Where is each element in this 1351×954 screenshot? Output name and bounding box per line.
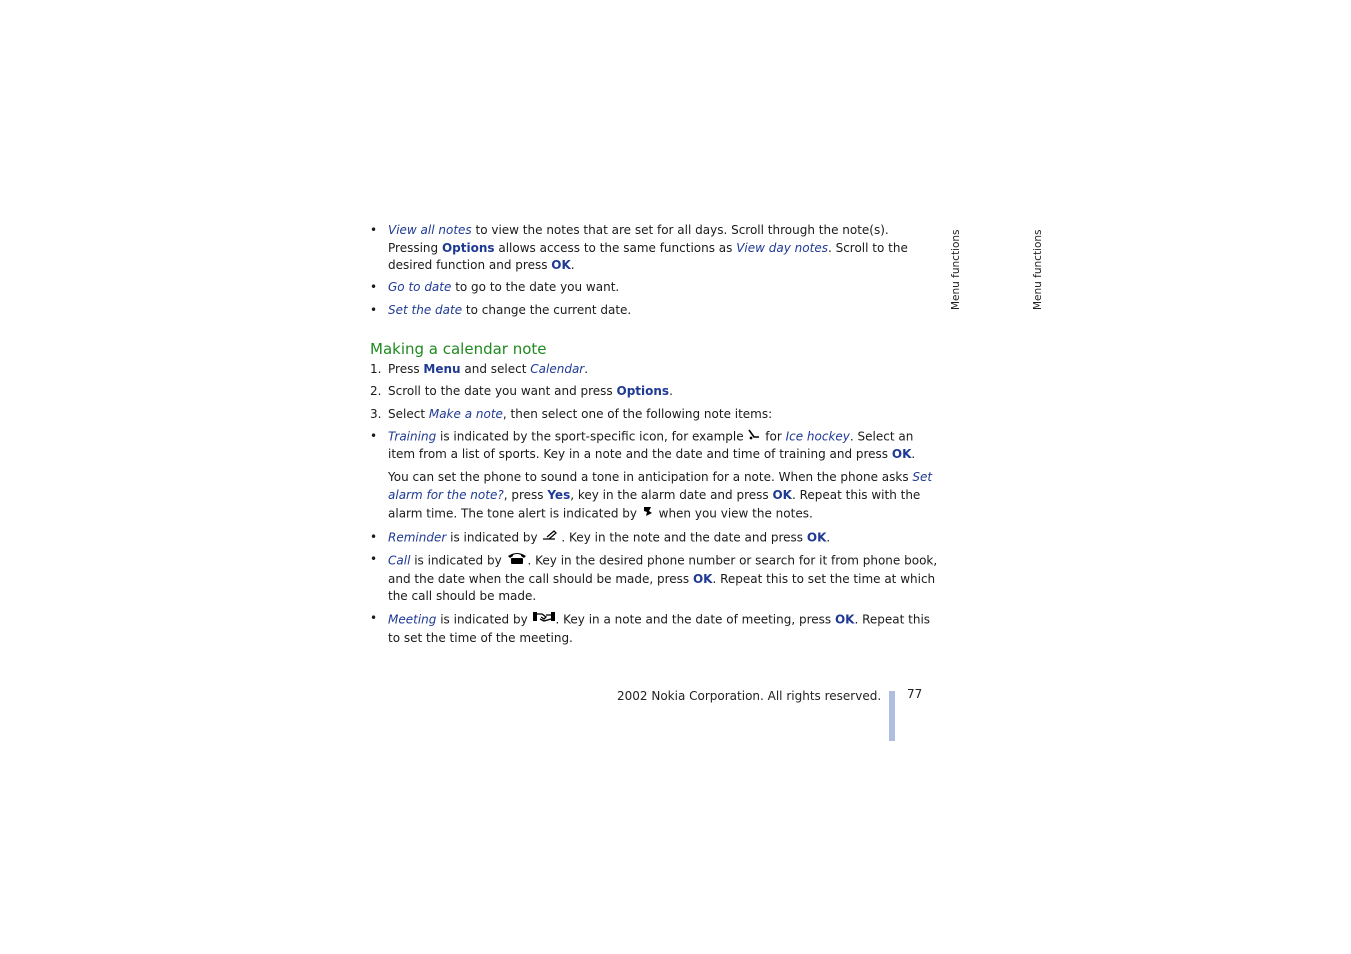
text: . <box>669 384 673 399</box>
option-link: Set alarm for the note? <box>388 470 933 502</box>
text: is indicated by the sport-specific icon, for example <box>436 429 748 444</box>
page-bar <box>889 691 895 741</box>
footer-copyright: 2002 Nokia Corporation. All rights reserved. <box>617 689 882 703</box>
list-item <box>370 551 940 606</box>
list-item <box>370 302 940 320</box>
bullet: • <box>370 428 378 443</box>
softkey-label: OK <box>834 612 855 627</box>
option-link: Meeting <box>388 612 437 627</box>
softkey-label: Options <box>616 384 670 399</box>
option-link: Call <box>388 553 411 568</box>
softkey-label: OK <box>772 487 792 502</box>
bullet: • <box>370 223 378 237</box>
option-link: Ice hockey <box>785 429 850 444</box>
page-content <box>370 222 940 648</box>
list-item <box>370 610 940 647</box>
softkey-label: OK <box>551 258 571 273</box>
alarm-icon <box>641 504 655 524</box>
step-number: 2. <box>370 384 382 399</box>
step-item <box>370 361 940 379</box>
option-link: Go to date <box>388 280 452 295</box>
text: Select <box>388 406 429 421</box>
text: , press <box>503 487 548 502</box>
bullet: • <box>370 611 378 626</box>
softkey-label: OK <box>692 571 713 586</box>
text: . Key in a note and the date of meeting, press <box>555 612 835 627</box>
text: . Repeat this to set the time at which the call should be made. <box>388 571 936 604</box>
bullet: • <box>370 280 378 295</box>
text: You can set the phone to sound a tone in anticipation for a note. When the phone asks <box>388 470 913 485</box>
text: for <box>761 429 786 444</box>
text: . Repeat this with the alarm time. The tone alert is indicated by <box>388 487 921 521</box>
phone-icon <box>506 551 528 571</box>
softkey-label: OK <box>891 446 912 461</box>
text: is indicated by <box>410 553 506 568</box>
text: , then select one of the following note items: <box>502 406 773 421</box>
text: . Key in the desired phone number or search for it from phone book, and the date when the call should be made, press <box>388 553 938 586</box>
bullet: • <box>370 552 378 567</box>
option-link: Reminder <box>388 529 447 544</box>
text: . <box>584 362 589 377</box>
text: is indicated by <box>446 529 542 544</box>
meeting-icon <box>532 610 556 630</box>
list-item <box>370 428 940 463</box>
text: to change the current date. <box>462 302 632 317</box>
text: , key in the alarm date and press <box>570 487 773 502</box>
text: . Scroll to the desired function and press <box>388 240 908 273</box>
option-link: Calendar <box>530 362 585 377</box>
step-item <box>370 406 940 424</box>
text: . Key in the note and the date and press <box>561 529 807 544</box>
text: . <box>911 446 916 461</box>
text: to go to the date you want. <box>451 280 620 295</box>
option-link: Set the date <box>388 302 463 317</box>
softkey-label: Options <box>441 240 495 255</box>
reminder-icon <box>541 529 561 547</box>
text: to view the notes that are set for all days. Scroll through the note(s). Pressing <box>388 223 889 255</box>
list-item <box>370 222 940 275</box>
side-label: Menu functions <box>1032 229 1044 310</box>
softkey-label: OK <box>806 529 827 544</box>
text: when you view the notes. <box>654 506 813 521</box>
hockey-icon <box>747 428 761 446</box>
alarm-paragraph <box>370 469 940 524</box>
softkey-label: Menu <box>423 362 461 377</box>
text: . Repeat this to set the time of the meeting. <box>388 612 931 646</box>
option-link: View all notes <box>388 223 472 237</box>
option-link: Make a note <box>428 406 503 421</box>
text: . <box>570 258 575 273</box>
list-item <box>370 279 940 297</box>
section-heading: Making a calendar note <box>370 340 547 359</box>
text: . <box>826 529 831 544</box>
option-link: Training <box>388 429 437 444</box>
text: . Select an item from a list of sports. Key in a note and the date and time of training and press <box>388 429 914 461</box>
softkey-label: Yes <box>547 487 571 502</box>
bullet: • <box>370 529 378 544</box>
list-item <box>370 529 940 547</box>
step-number: 3. <box>370 406 382 421</box>
text: and select <box>460 362 531 377</box>
text: allows access to the same functions as <box>494 240 737 255</box>
step-item <box>370 383 940 401</box>
page-number: 77 <box>907 687 923 701</box>
text: Scroll to the date you want and press <box>388 384 617 399</box>
text: Press <box>388 362 424 377</box>
text: is indicated by <box>436 612 532 627</box>
step-number: 1. <box>370 362 382 377</box>
side-label: Menu functions <box>950 229 962 310</box>
bullet: • <box>370 302 378 317</box>
option-link: View day notes <box>736 240 828 255</box>
